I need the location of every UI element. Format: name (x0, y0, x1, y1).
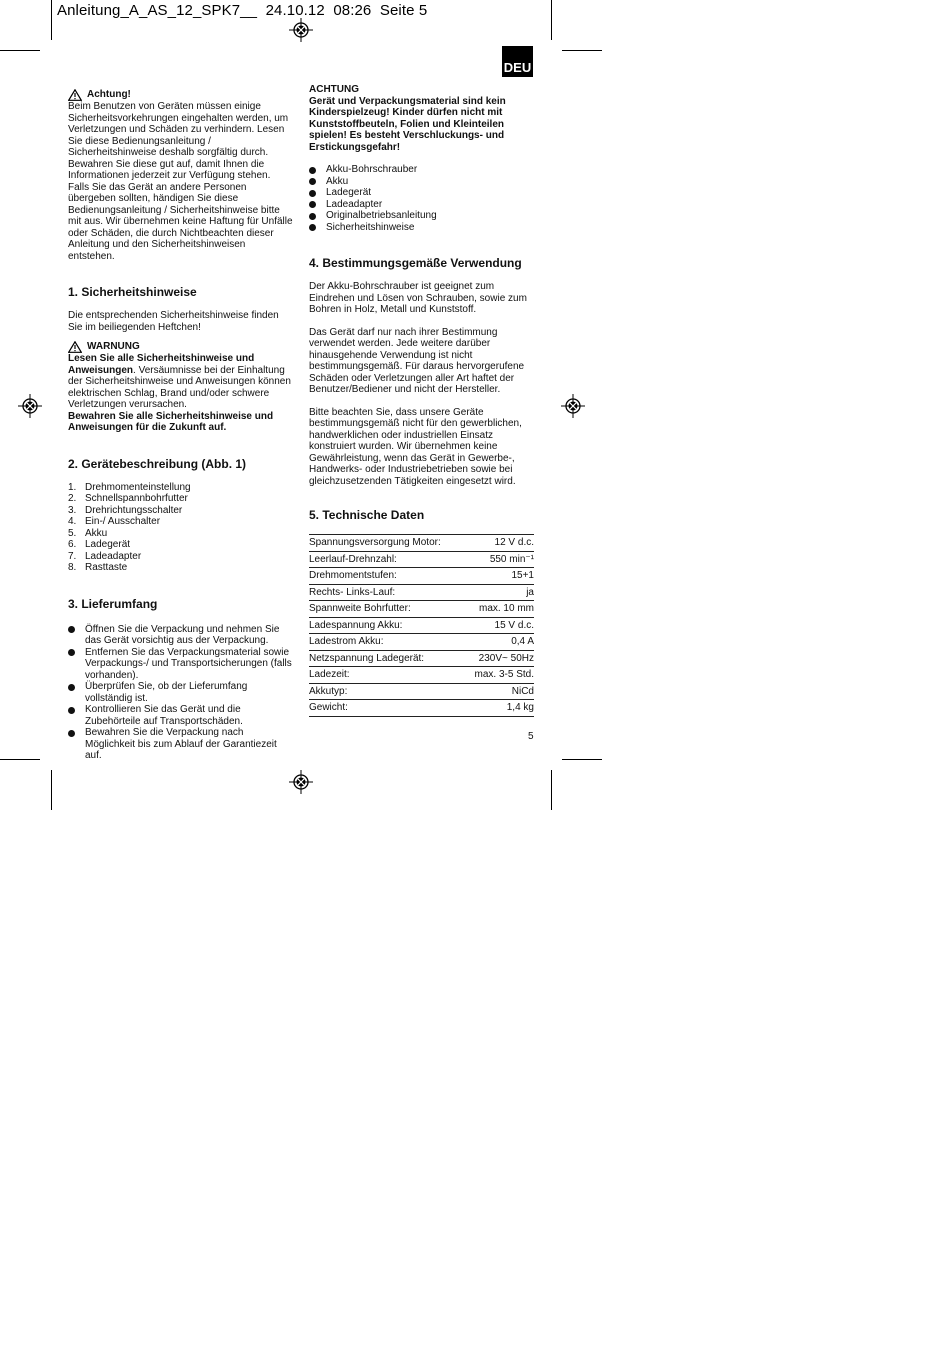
list-item: Bewahren Sie die Verpackung nach Möglichkeit bis zum Ablauf der Garantiezeit auf. (68, 727, 294, 762)
list-item: Kontrollieren Sie das Gerät und die Zubehörteile auf Transportschäden. (68, 704, 294, 727)
bullet-icon (68, 730, 75, 737)
warnung-bold: Lesen Sie alle Sicherheitshinweise und Anweisungen (68, 353, 255, 376)
list-item: Sicherheitshinweise (309, 222, 534, 234)
table-row: Ladestrom Akku: 0,4 A (309, 634, 534, 651)
section-1-text: Die entsprechenden Sicherheitshinweise finden Sie im beiliegenden Heftchen! (68, 310, 279, 333)
warnung-final: Bewahren Sie alle Sicherheitshinweise und Anweisungen für die Zukunft auf. (68, 410, 274, 433)
crop-mark (562, 50, 602, 51)
language-tab: DEU (502, 46, 533, 77)
bullet-icon (68, 649, 75, 656)
warnung-body: . Versäumnisse bei der Einhaltung der Sicherheitshinweise und Anweisungen können elektrischen Schlag, Brand und/oder schwere Verletzungen verursachen. (68, 364, 291, 410)
table-row: Ladespannung Akku: 15 V d.c. (309, 617, 534, 634)
crop-mark (551, 0, 552, 40)
registration-mark-icon (561, 394, 585, 418)
parts-list (68, 482, 294, 574)
bullet-icon (68, 707, 75, 714)
list-item: 6. Ladegerät (68, 539, 131, 550)
crop-mark (562, 759, 602, 760)
table-row: Leerlauf-Drehnzahl: 550 min⁻¹ (309, 551, 534, 568)
list-item: Ladegerät (309, 187, 534, 199)
section-4-p3: Bitte beachten Sie, dass unsere Geräte bestimmungsgemäß nicht für den gewerblichen, handwerklichen oder industriellen Einsatz konstruiert wurden. Wir übernehmen keine Gewährleistung, wenn das Gerät in Gewerbe-, Handwerks- oder Industriebetrieben sowie bei gleichzusetzenden Tätigkeiten eingesetzt wird. (309, 406, 522, 487)
crop-mark (551, 770, 552, 810)
list-item: 8. Rasttaste (68, 562, 128, 573)
list-item: 2. Schnellspannbohrfutter (68, 493, 188, 504)
warnung-title: WARNUNG (87, 341, 140, 353)
table-row: Drehmomentstufen: 15+1 (309, 568, 534, 585)
section-4-p1: Der Akku-Bohrschrauber ist geeignet zum Eindrehen und Lösen von Schrauben, sowie zum Bohren in Holz, Metall und Kunststoff. (309, 281, 527, 315)
list-item: Akku-Bohrschrauber (309, 164, 534, 176)
bullet-icon (309, 190, 316, 197)
list-item: Akku (309, 176, 534, 188)
table-row: Spannweite Bohrfutter: max. 10 mm (309, 601, 534, 618)
warning-triangle-icon (68, 89, 82, 101)
unpacking-list (68, 624, 294, 762)
registration-mark-icon (18, 394, 42, 418)
achtung-kids-title: ACHTUNG (309, 84, 359, 95)
bullet-icon (309, 224, 316, 231)
table-row: Gewicht: 1,4 kg (309, 700, 534, 717)
contents-list (309, 164, 534, 233)
crop-mark (51, 0, 52, 40)
table-row: Akkutyp: NiCd (309, 683, 534, 700)
crop-mark (51, 770, 52, 810)
achtung-title: Achtung! (87, 89, 131, 101)
list-item: 5. Akku (68, 527, 108, 539)
bullet-icon (309, 201, 316, 208)
achtung-heading (68, 89, 294, 101)
list-item: Ladeadapter (309, 199, 534, 211)
print-slug: Anleitung_A_AS_12_SPK7__ 24.10.12 08:26 Seite 5 (57, 2, 428, 19)
registration-mark-icon (289, 18, 313, 42)
list-item: Entfernen Sie das Verpackungsmaterial sowie Verpackungs-/ und Transportsicherungen (falls vorhanden). (68, 647, 294, 682)
table-row: Ladezeit: max. 3-5 Std. (309, 667, 534, 684)
list-item: 4. Ein-/ Ausschalter (68, 516, 161, 527)
left-column (68, 89, 294, 762)
tech-data-table (309, 534, 534, 717)
warnung-heading (68, 341, 294, 353)
page-number: 5 (528, 731, 534, 742)
registration-mark-icon (289, 770, 313, 794)
achtung-text: Beim Benutzen von Geräten müssen einige Sicherheitsvorkehrungen eingehalten werden, um Verletzungen und Schäden zu verhindern. Lesen Sie diese Bedienungsanleitung / Sicherheitshinweise deshalb sorgfältig durch. Bewahren Sie diese gut auf, damit Ihnen die Informationen jederzeit zur Verfügung stehen. Falls Sie das Gerät an andere Personen übergeben sollten, händigen Sie diese Bedienungsanleitung / Sicherheitshinweise bitte mit aus. Wir übernehmen keine Haftung für Unfälle oder Schäden, die durch Nichtbeachten dieser Anleitung und den Sicherheitshinweisen entstehen. (68, 101, 293, 262)
table-row: Netzspannung Ladegerät: 230V~ 50Hz (309, 650, 534, 667)
crop-mark (0, 759, 40, 760)
crop-mark (0, 50, 40, 51)
list-item: Überprüfen Sie, ob der Lieferumfang vollständig ist. (68, 681, 294, 704)
section-1-title: 1. Sicherheitshinweise (68, 285, 197, 299)
list-item: 7. Ladeadapter (68, 550, 142, 562)
bullet-icon (309, 213, 316, 220)
section-5-title: 5. Technische Daten (309, 508, 425, 522)
bullet-icon (309, 178, 316, 185)
bullet-icon (68, 626, 75, 633)
warning-triangle-icon (68, 341, 82, 353)
list-item: 1. Drehmomenteinstellung (68, 481, 191, 493)
bullet-icon (68, 684, 75, 691)
table-row: Rechts- Links-Lauf: ja (309, 584, 534, 601)
bullet-icon (309, 167, 316, 174)
list-item: 3. Drehrichtungsschalter (68, 504, 183, 516)
warnung-text (68, 353, 294, 411)
section-4-p2: Das Gerät darf nur nach ihrer Bestimmung verwendet werden. Jede weitere darüber hinausgehende Verwendung ist nicht bestimmungsgemäß. Für daraus hervorgerufene Schäden oder Verletzungen aller Art haftet der Benutzer/Bediener und nicht der Hersteller. (309, 326, 525, 395)
table-row: Spannungsversorgung Motor: 12 V d.c. (309, 535, 534, 552)
list-item: Originalbetriebsanleitung (309, 210, 534, 222)
section-2-title: 2. Gerätebeschreibung (Abb. 1) (68, 456, 247, 471)
achtung-kids-text: Gerät und Verpackungsmaterial sind kein Kinderspielzeug! Kinder dürfen nicht mit Kunststoffbeuteln, Folien und Kleinteilen spielen! Es besteht Verschluckungs- und Erstickungsgefahr! (309, 95, 506, 153)
list-item: Öffnen Sie die Verpackung und nehmen Sie das Gerät vorsichtig aus der Verpackung. (68, 624, 294, 647)
section-4-title: 4. Bestimmungsgemäße Verwendung (309, 256, 522, 270)
section-3-title: 3. Lieferumfang (68, 596, 158, 611)
right-column (309, 84, 534, 717)
